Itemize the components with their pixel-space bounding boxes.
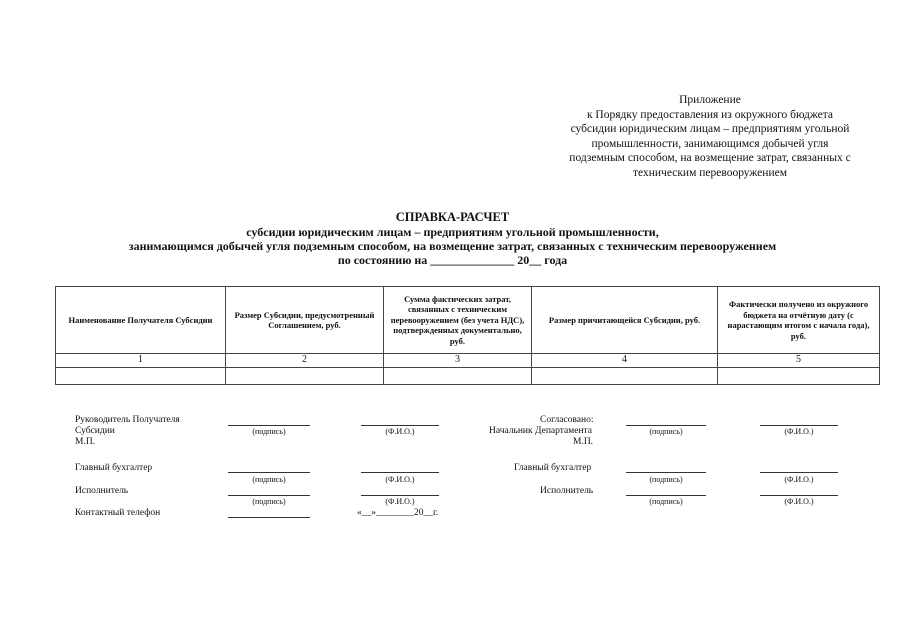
calculation-table — [55, 286, 880, 385]
table-row — [56, 368, 880, 385]
signature-caption: (подпись) — [252, 427, 286, 436]
table-cell[interactable] — [718, 368, 880, 385]
column-number: 2 — [226, 354, 384, 368]
header-actual-costs: Сумма фактических затрат, связанных с техническим перевооружением (без учета НДС), подтвержденных документально, руб. — [384, 287, 532, 354]
date-field[interactable]: «__»________20__г. — [357, 508, 439, 518]
left-head-name-line[interactable] — [361, 425, 439, 426]
contact-phone-label: Контактный телефон — [75, 508, 161, 518]
signature-caption: (подпись) — [252, 497, 286, 506]
right-agreed-label: Согласовано: — [540, 415, 594, 425]
left-accountant-signature-line[interactable] — [228, 472, 310, 473]
left-executor-name-line[interactable] — [361, 495, 439, 496]
document-title — [0, 210, 905, 267]
title-date-line: по состоянию на ______________ 20__ года — [337, 253, 568, 267]
right-head-name-line[interactable] — [760, 425, 838, 426]
name-caption: (Ф.И.О.) — [385, 427, 415, 436]
signature-caption: (подпись) — [649, 497, 683, 506]
right-accountant-name-line[interactable] — [760, 472, 838, 473]
table-number-row — [56, 354, 880, 368]
name-caption: (Ф.И.О.) — [784, 497, 814, 506]
title-line: занимающимся добычей угля подземным способом, на возмещение затрат, связанных с техническим перевооружением — [128, 239, 777, 253]
right-executor-signature-line[interactable] — [626, 495, 706, 496]
header-recipient-name: Наименование Получателя Субсидии — [56, 287, 226, 354]
signature-caption: (подпись) — [649, 427, 683, 436]
right-accountant-signature-line[interactable] — [626, 472, 706, 473]
table-header-row — [56, 287, 880, 354]
left-executor-label: Исполнитель — [75, 486, 129, 496]
column-number: 5 — [718, 354, 880, 368]
right-stamp-label: М.П. — [573, 437, 594, 447]
appendix-line: подземным способом, на возмещение затрат, связанных с — [569, 152, 851, 164]
title-main: СПРАВКА-РАСЧЕТ — [395, 210, 510, 224]
left-accountant-name-line[interactable] — [361, 472, 439, 473]
left-chief-accountant-label: Главный бухгалтер — [75, 463, 153, 473]
left-head-label-1: Руководитель Получателя — [75, 415, 180, 425]
signature-caption: (подпись) — [649, 475, 683, 484]
right-executor-name-line[interactable] — [760, 495, 838, 496]
table-cell[interactable] — [56, 368, 226, 385]
appendix-block — [540, 93, 880, 180]
name-caption: (Ф.И.О.) — [784, 475, 814, 484]
right-head-label: Начальник Департамента — [489, 426, 593, 436]
left-head-signature-line[interactable] — [228, 425, 310, 426]
column-number: 1 — [56, 354, 226, 368]
column-number: 3 — [384, 354, 532, 368]
left-stamp-label: М.П. — [75, 437, 96, 447]
appendix-line: к Порядку предоставления из окружного бюджета — [586, 108, 834, 121]
title-line: субсидии юридическим лицам – предприятиям угольной промышленности, — [246, 225, 659, 239]
right-chief-accountant-label: Главный бухгалтер — [514, 463, 592, 473]
appendix-line: субсидии юридическим лицам – предприятиям угольной — [570, 123, 850, 135]
header-subsidy-agreement: Размер Субсидии, предусмотренный Соглашением, руб. — [226, 287, 384, 354]
header-received-amount: Фактически получено из окружного бюджета на отчётную дату (с нарастающим итогом с начала года), руб. — [718, 287, 880, 354]
left-executor-signature-line[interactable] — [228, 495, 310, 496]
name-caption: (Ф.И.О.) — [385, 497, 415, 506]
table-cell[interactable] — [384, 368, 532, 385]
appendix-line: техническим перевооружением — [633, 166, 787, 179]
header-due-subsidy: Размер причитающейся Субсидии, руб. — [532, 287, 718, 354]
appendix-line: Приложение — [679, 94, 741, 106]
contact-phone-line[interactable] — [228, 517, 310, 518]
table-cell[interactable] — [532, 368, 718, 385]
right-head-signature-line[interactable] — [626, 425, 706, 426]
signature-caption: (подпись) — [252, 475, 286, 484]
column-number: 4 — [532, 354, 718, 368]
left-head-label-2: Субсидии — [75, 426, 115, 436]
name-caption: (Ф.И.О.) — [385, 475, 415, 484]
table-cell[interactable] — [226, 368, 384, 385]
appendix-line: промышленности, занимающимся добычей угля — [591, 137, 829, 150]
name-caption: (Ф.И.О.) — [784, 427, 814, 436]
right-executor-label: Исполнитель — [540, 486, 594, 496]
